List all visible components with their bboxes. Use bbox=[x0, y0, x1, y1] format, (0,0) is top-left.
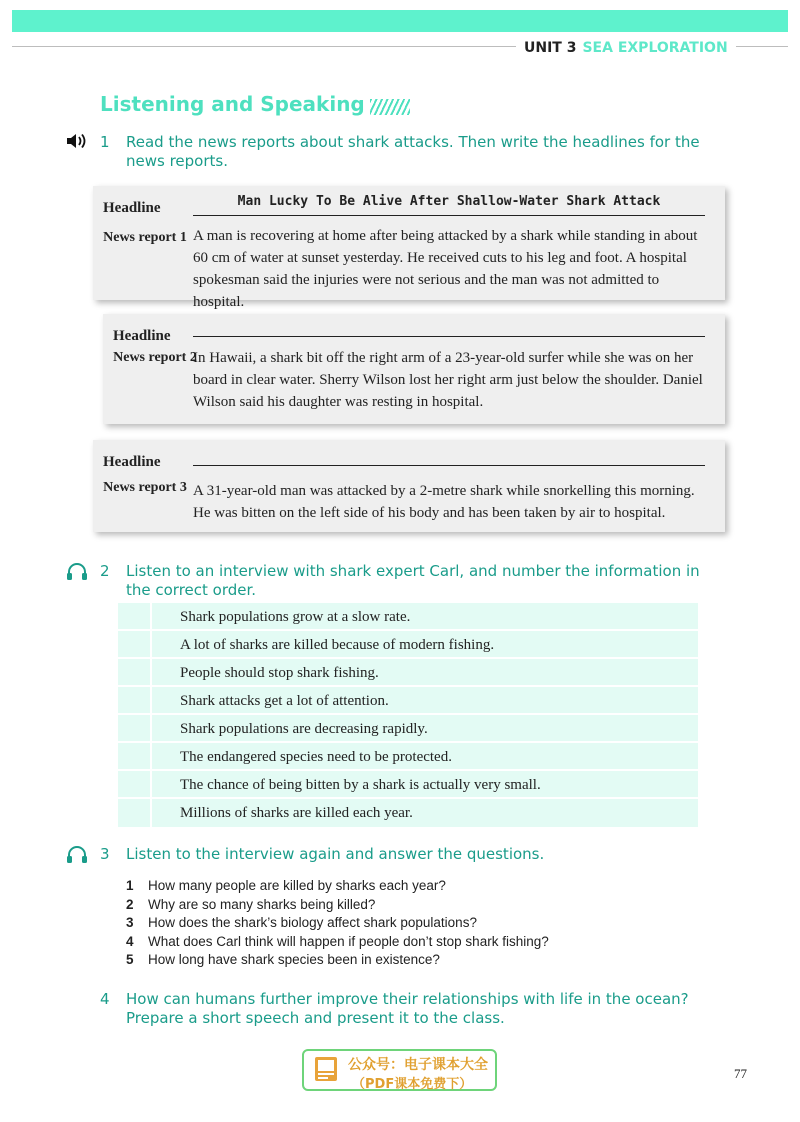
question-number: 1 bbox=[126, 878, 134, 893]
question-text: Why are so many sharks being killed? bbox=[148, 896, 376, 912]
question-text: How many people are killed by sharks each year? bbox=[148, 878, 446, 893]
order-item-text: Shark attacks get a lot of attention. bbox=[180, 693, 389, 709]
news-report-label: News report 1 bbox=[103, 230, 187, 245]
question-item bbox=[126, 896, 686, 915]
order-item-text: The chance of being bitten by a shark is actually very small. bbox=[180, 777, 541, 793]
news-report-label: News report 2 bbox=[113, 350, 197, 365]
exercise-4-number: 4 bbox=[100, 990, 110, 1008]
book-logo-icon bbox=[314, 1055, 338, 1085]
question-item bbox=[126, 951, 686, 970]
question-number: 2 bbox=[126, 896, 134, 912]
exercise-3-instruction: Listen to the interview again and answer the questions. bbox=[126, 845, 545, 863]
headline-label: Headline bbox=[103, 200, 161, 216]
question-text: What does Carl think will happen if people don’t stop shark fishing? bbox=[148, 933, 549, 949]
unit-header bbox=[516, 40, 736, 56]
section-title: Listening and Speaking bbox=[100, 92, 365, 116]
question-number: 3 bbox=[126, 915, 134, 930]
headline-answer-line[interactable] bbox=[193, 336, 705, 337]
question-number: 5 bbox=[126, 952, 134, 967]
order-row bbox=[118, 715, 698, 743]
order-number-box[interactable] bbox=[118, 687, 152, 713]
news-report-label: News report 3 bbox=[103, 480, 187, 495]
question-text: How long have shark species been in existence? bbox=[148, 952, 440, 967]
order-row bbox=[118, 743, 698, 771]
watermark-badge bbox=[302, 1049, 497, 1091]
order-item-text: The endangered species need to be protected. bbox=[180, 749, 452, 765]
question-list bbox=[126, 877, 686, 970]
order-number-box[interactable] bbox=[118, 631, 152, 657]
order-item-text: Shark populations are decreasing rapidly. bbox=[180, 721, 428, 737]
question-item bbox=[126, 877, 686, 896]
exercise-2-instruction: Listen to an interview with shark expert Carl, and number the information in the correct order. bbox=[126, 562, 700, 599]
exercise-2-number: 2 bbox=[100, 562, 110, 580]
order-row bbox=[118, 603, 698, 631]
order-number-box[interactable] bbox=[118, 659, 152, 685]
news-card-1 bbox=[93, 186, 725, 310]
exercise-3-number: 3 bbox=[100, 845, 110, 863]
order-number-box[interactable] bbox=[118, 743, 152, 769]
order-number-box[interactable] bbox=[118, 715, 152, 741]
question-item bbox=[126, 933, 686, 952]
question-number: 4 bbox=[126, 933, 134, 949]
order-item-text: People should stop shark fishing. bbox=[180, 665, 379, 681]
order-table bbox=[118, 603, 698, 827]
watermark-line-1: 公众号：电子课本大全 bbox=[348, 1057, 488, 1073]
headphones-icon[interactable] bbox=[65, 845, 89, 865]
watermark-line-2: （PDF课本免费下） bbox=[352, 1077, 473, 1092]
title-hatch-decoration bbox=[370, 99, 410, 115]
speaker-icon[interactable] bbox=[65, 131, 89, 151]
headline-answer-line[interactable] bbox=[193, 215, 705, 216]
order-row bbox=[118, 799, 698, 827]
order-row bbox=[118, 687, 698, 715]
order-item-text: Millions of sharks are killed each year. bbox=[180, 805, 413, 821]
exercise-1-instruction: Read the news reports about shark attacks. Then write the headlines for the news reports. bbox=[126, 133, 700, 170]
order-item-text: Shark populations grow at a slow rate. bbox=[180, 609, 411, 625]
headline-label: Headline bbox=[103, 454, 161, 470]
headphones-icon[interactable] bbox=[65, 562, 89, 582]
order-row bbox=[118, 631, 698, 659]
news-card-3 bbox=[93, 440, 725, 532]
order-number-box[interactable] bbox=[118, 799, 152, 827]
order-number-box[interactable] bbox=[118, 603, 152, 629]
exercise-1-number: 1 bbox=[100, 133, 110, 151]
top-accent-bar bbox=[12, 10, 788, 32]
headline-answer-line[interactable] bbox=[193, 465, 705, 466]
order-item-text: A lot of sharks are killed because of modern fishing. bbox=[180, 637, 495, 653]
news-report-text: A man is recovering at home after being attacked by a shark while standing in about 60 cm of water at sunset yesterday. He received cuts to his leg and foot. A hospital spokesman said the injuries were not serious and the man was not admitted to hospital. bbox=[193, 228, 698, 310]
unit-title: SEA EXPLORATION bbox=[582, 40, 728, 56]
page-number: 77 bbox=[734, 1066, 747, 1081]
order-row bbox=[118, 659, 698, 687]
headline-label: Headline bbox=[113, 328, 171, 344]
order-number-box[interactable] bbox=[118, 771, 152, 797]
question-item bbox=[126, 914, 686, 933]
news-report-text: A 31-year-old man was attacked by a 2-metre shark while snorkelling this morning. He was bitten on the left side of his body and has been taken by air to hospital. bbox=[193, 483, 695, 521]
headline-text: Man Lucky To Be Alive After Shallow-Water Shark Attack bbox=[237, 194, 661, 209]
news-report-text: In Hawaii, a shark bit off the right arm of a 23-year-old surfer while she was on her board in clear water. Sherry Wilson lost her right arm just below the shoulder. Daniel Wilson said his daughter was resting in hospital. bbox=[193, 350, 703, 410]
exercise-4-instruction: How can humans further improve their relationships with life in the ocean? Prepare a short speech and present it to the class. bbox=[126, 990, 689, 1027]
question-text: How does the shark’s biology affect shark populations? bbox=[148, 915, 477, 930]
unit-number: UNIT 3 bbox=[524, 40, 577, 56]
order-row bbox=[118, 771, 698, 799]
news-card-2 bbox=[103, 314, 725, 424]
